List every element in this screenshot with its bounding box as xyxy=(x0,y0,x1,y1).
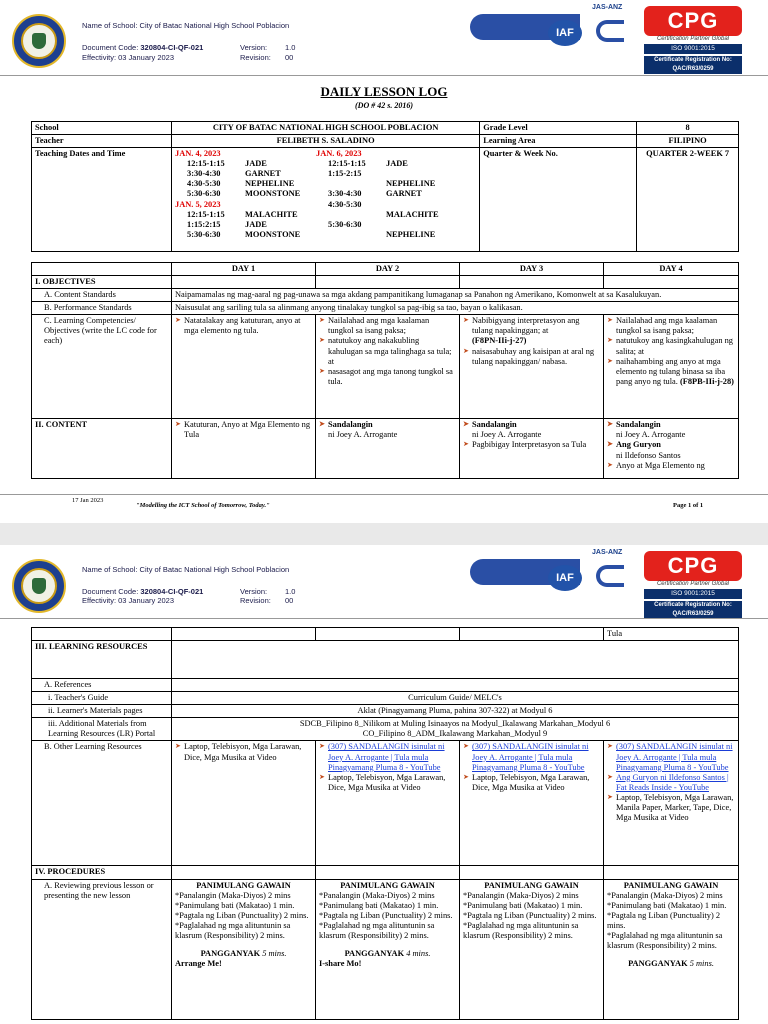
schedule-row xyxy=(175,159,300,169)
list-item: ➤ naihahambing ang anyo at mga elemento ng tulang binasa sa iba pang anyo ng tula. (F8PB-IIi-j-28) xyxy=(607,357,735,387)
other-resources-day4: ➤ (307) SANDALANGIN isinulat ni Joey A. Arrogante | Tula mula Pinagyamang Pluma 8 - YouTube ➤ Ang Guryon ni Ildefonso Santos | Fat Reads Inside - YouTube ➤ Laptop, Telebisyon, Mga Larawan, Manila Paper, Marker, Tape, Dice, Mga Musika at Video xyxy=(604,741,739,866)
schedule-row xyxy=(316,189,439,199)
cpg-subtitle: Certification Partner Global xyxy=(656,36,730,42)
footer-date: 17 Jan 2023 xyxy=(72,497,104,504)
competencies-label: C. Learning Competencies/ Objectives (write the LC code for each) xyxy=(32,315,172,419)
schedule-time: 5:30-6:30 xyxy=(328,219,362,229)
jas-anz-logo-icon xyxy=(596,565,624,587)
procedure-a-label: A. Reviewing previous lesson or presenting the new lesson xyxy=(32,879,172,1019)
content-day2: ➤ Sandalangin ni Joey A. Arrogante xyxy=(316,419,460,479)
objectives-heading: I. OBJECTIVES xyxy=(32,276,172,289)
procedure-day4: PANIMULANG GAWAIN *Panalangin (Maka-Diyos) 2 mins *Panimulang bati (Makatao) 1 min. *Pagtala ng Liban (Punctuality) 2 mins. *Paglalahad ng mga alituntunin sa klasrum (Responsibility) 2 mins. PANGGANYAK 5 mins. xyxy=(604,879,739,1019)
page-subtitle: (DO # 42 s. 2016) xyxy=(355,101,413,110)
schedule-row xyxy=(316,169,439,179)
schedule-section: NEPHELINE xyxy=(386,229,436,239)
schedule-time: 12:15-1:15 xyxy=(187,159,225,169)
footer-page: Page 1 of 1 xyxy=(673,502,704,509)
content-day4-continued: Tula xyxy=(604,628,739,641)
list-item: ➤ Nabibigyang interpretasyon ang tulang napakinggan; at xyxy=(463,316,600,336)
grade-value: 8 xyxy=(637,122,739,135)
competencies-day2 xyxy=(316,315,460,419)
schedule-time xyxy=(316,179,386,189)
references-label: A. References xyxy=(32,679,172,692)
page-gap xyxy=(0,523,768,545)
procedure-day1: PANIMULANG GAWAIN *Panalangin (Maka-Diyos) 2 mins *Panimulang bati (Makatao) 1 min. *Pagtala ng Liban (Punctuality) 2 mins. *Paglalahad ng mga alituntunin sa klasrum (Responsibility) 2 mins. PANGGANYAK 5 mins. Arrange Me! xyxy=(172,879,316,1019)
revision-label: Revision: xyxy=(240,53,271,62)
schedule-section: JADE xyxy=(386,159,408,169)
content-day4: ➤ Sandalangin ni Joey A. Arrogante ➤ Ang Guryon ni Ildefonso Santos ➤ Anyo at Mga Elemento ng xyxy=(604,419,739,479)
footer-motto: "Modelling the ICT School of Tomorrow, Today." xyxy=(136,502,270,509)
jas-anz-label: JAS-ANZ xyxy=(592,4,623,11)
schedule-section xyxy=(386,200,439,210)
youtube-link[interactable]: ➤ (307) SANDALANGIN isinulat ni Joey A. Arrogante | Tula mula Pinagyamang Pluma 8 - YouTube xyxy=(319,742,456,772)
schedule-row xyxy=(316,179,439,189)
school-seal-icon xyxy=(12,14,66,68)
info-table xyxy=(31,121,739,252)
schedule-row xyxy=(316,200,439,210)
procedures-heading: IV. PROCEDURES xyxy=(32,866,172,879)
learners-materials-label: ii. Learner's Materials pages xyxy=(32,705,172,718)
schedule-row xyxy=(175,169,300,179)
list-item: ➤ natutukoy ang nakakubling kahulugan sa mga talinghaga sa tula; at xyxy=(319,336,456,366)
footer-divider xyxy=(0,494,768,495)
schedule-section: JADE xyxy=(245,219,267,229)
competencies-day3 xyxy=(460,315,604,419)
school-label: School xyxy=(32,122,172,135)
other-resources-day1: ➤ Laptop, Telebisyon, Mga Larawan, Dice, Mga Musika at Video xyxy=(172,741,316,866)
blank-header xyxy=(32,263,172,276)
revision-value: 00 xyxy=(285,596,294,605)
schedule-jan6-table xyxy=(316,159,439,240)
date-jan4: JAN. 4, 2023 xyxy=(175,149,221,159)
jas-anz-label: JAS-ANZ xyxy=(592,549,623,556)
schedule-jan6 xyxy=(313,148,480,252)
performance-standards-value: Naisusulat ang sariling tula sa alinmang anyong tinalakay tungkol sa pag-ibig sa tao, bayan o kalikasan. xyxy=(172,302,739,315)
page-2 xyxy=(0,545,768,1024)
competencies-day4 xyxy=(604,315,739,419)
list-item: ➤ natutukoy ang kasingkahulugan ng salita; at xyxy=(607,336,735,356)
schedule-time: 5:30-6:30 xyxy=(187,229,221,239)
grade-label: Grade Level xyxy=(480,122,637,135)
school-value: CITY OF BATAC NATIONAL HIGH SCHOOL POBLACION xyxy=(172,122,480,135)
quarter-value: QUARTER 2-WEEK 7 xyxy=(637,148,739,252)
schedule-section: JADE xyxy=(245,159,267,169)
schedule-section: MALACHITE xyxy=(245,209,298,219)
schedule-time: 3:30-4:30 xyxy=(187,169,221,179)
resources-table xyxy=(31,627,739,1020)
version-value: 1.0 xyxy=(285,587,296,596)
teachers-guide-label: i. Teacher's Guide xyxy=(32,692,172,705)
schedule-section: NEPHELINE xyxy=(245,179,295,189)
header-divider xyxy=(0,618,768,619)
effectivity: Effectivity: 03 January 2023 xyxy=(82,53,174,62)
iaf-logo: IAF xyxy=(548,565,582,591)
teachers-guide-value: Curriculum Guide/ MELC's xyxy=(172,692,739,705)
date-jan5: JAN. 5, 2023 xyxy=(175,199,221,209)
schedule-section: GARNET xyxy=(386,189,422,199)
list-item: ➤ Nailalahad ang mga kaalaman tungkol sa isang paksa; xyxy=(607,316,735,336)
schedule-jan4-5 xyxy=(172,148,314,252)
list-item: ➤ nasasagot ang mga tanong tungkol sa tula. xyxy=(319,367,456,387)
schedule-time: 4:30-5:30 xyxy=(328,199,362,209)
quarter-label: Quarter & Week No. xyxy=(480,148,637,252)
content-day1: ➤ Katuturan, Anyo at Mga Elemento ng Tula xyxy=(172,419,316,479)
schedule-jan4-table xyxy=(175,159,300,199)
schedule-time xyxy=(316,210,386,220)
schedule-section xyxy=(386,220,439,230)
letterhead xyxy=(0,0,768,75)
other-resources-label: B. Other Learning Resources xyxy=(32,741,172,866)
school-seal-icon xyxy=(12,559,66,613)
schedule-time xyxy=(316,230,386,240)
additional-materials-value: SDCB_Filipino 8_Nilikom at Muling Isinaayos na Modyul_Ikalawang Markahan_Modyul 6 CO_Filipino 8_ADM_Ikalawang Markahan_Modyul 9 xyxy=(172,718,739,741)
schedule-row xyxy=(316,230,439,240)
schedule-section: MALACHITE xyxy=(386,209,439,219)
content-day3: ➤ Sandalangin ni Joey A. Arrogante ➤ Pagbibigay Interpretasyon sa Tula xyxy=(460,419,604,479)
lc-code: (F8PN-IIi-j-27) xyxy=(472,336,527,346)
list-item: ➤ Nailalahad ang mga kaalaman tungkol sa isang paksa; xyxy=(319,316,456,336)
letterhead xyxy=(0,545,768,620)
youtube-link[interactable]: ➤ (307) SANDALANGIN isinulat ni Joey A. Arrogante | Tula mula Pinagyamang Pluma 8 - YouTube xyxy=(607,742,735,772)
procedure-day2: PANIMULANG GAWAIN *Panalangin (Maka-Diyos) 2 mins *Panimulang bati (Makatao) 1 min. *Pagtala ng Liban (Punctuality) 2 mins. *Paglalahad ng mga alituntunin sa klasrum (Responsibility) 2 mins. PANGGANYAK 4 mins. I-share Mo! xyxy=(316,879,460,1019)
schedule-time: 4:30-5:30 xyxy=(187,179,221,189)
youtube-link[interactable]: ➤ (307) SANDALANGIN isinulat ni Joey A. Arrogante | Tula mula Pinagyamang Pluma 8 - YouTube xyxy=(463,742,600,772)
iso-badge: ISO 9001:2015 xyxy=(644,44,742,54)
version-value: 1.0 xyxy=(285,43,296,52)
schedule-time: 12:15-1:15 xyxy=(187,209,225,219)
cpg-logo: CPG xyxy=(644,551,742,581)
jas-anz-logo-icon xyxy=(596,20,624,42)
schedule-row xyxy=(175,210,300,220)
content-heading: II. CONTENT xyxy=(32,419,172,479)
document-code: Document Code: 320804-CI-QF-021 xyxy=(82,587,204,596)
objectives-table xyxy=(31,262,739,479)
schedule-section: MOONSTONE xyxy=(245,229,301,239)
schedule-time: 1:15-2:15 xyxy=(328,169,362,179)
cpg-subtitle: Certification Partner Global xyxy=(656,581,730,587)
revision-label: Revision: xyxy=(240,596,271,605)
day-header: DAY 1 xyxy=(172,263,316,276)
effectivity: Effectivity: 03 January 2023 xyxy=(82,596,174,605)
cpg-logo: CPG xyxy=(644,6,742,36)
youtube-link[interactable]: ➤ Ang Guryon ni Ildefonso Santos | Fat Reads Inside - YouTube xyxy=(607,773,735,793)
schedule-row xyxy=(316,220,439,230)
schedule-row xyxy=(175,230,300,240)
schedule-time: 1:15:2:15 xyxy=(187,219,221,229)
schedule-section xyxy=(386,169,439,179)
version-label: Version: xyxy=(240,587,268,596)
teacher-value: FELIBETH S. SALADINO xyxy=(172,135,480,148)
page-title: DAILY LESSON LOG xyxy=(320,84,448,99)
schedule-row xyxy=(175,179,300,189)
schedule-section: GARNET xyxy=(245,169,281,179)
day-header: DAY 3 xyxy=(460,263,604,276)
version-label: Version: xyxy=(240,43,268,52)
list-item: ➤ naisasabuhay ang kaisipan at aral ng tulang napakinggan/ nabasa. xyxy=(463,347,600,367)
resources-heading: III. LEARNING RESOURCES xyxy=(32,641,172,679)
schedule-time: 12:15-1:15 xyxy=(328,159,366,169)
teacher-label: Teacher xyxy=(32,135,172,148)
schedule-time: 3:30-4:30 xyxy=(328,189,362,199)
date-jan6: JAN. 6, 2023 xyxy=(316,149,362,159)
other-resources-day3: ➤ (307) SANDALANGIN isinulat ni Joey A. Arrogante | Tula mula Pinagyamang Pluma 8 - YouTube ➤ Laptop, Telebisyon, Mga Larawan, Dice, Mga Musika at Video xyxy=(460,741,604,866)
schedule-section: NEPHELINE xyxy=(386,179,436,189)
dates-label: Teaching Dates and Time xyxy=(32,148,172,252)
certificate-registration: Certificate Registration No: QAC/R63/0259 xyxy=(644,56,742,74)
learners-materials-value: Aklat (Pinagyamang Pluma, pahina 307-322) at Modyul 6 xyxy=(172,705,739,718)
schedule-row xyxy=(175,189,300,199)
revision-value: 00 xyxy=(285,53,294,62)
day-header: DAY 4 xyxy=(604,263,739,276)
header-divider xyxy=(0,75,768,76)
performance-standards-label: B. Performance Standards xyxy=(32,302,172,315)
day-header: DAY 2 xyxy=(316,263,460,276)
procedure-day3: PANIMULANG GAWAIN *Panalangin (Maka-Diyos) 2 mins *Panimulang bati (Makatao) 1 min. *Pagtala ng Liban (Punctuality) 2 mins. *Paglalahad ng mga alituntunin sa klasrum (Responsibility) 2 mins. xyxy=(460,879,604,1019)
school-name: Name of School: City of Batac National High School Poblacion xyxy=(82,21,290,30)
area-label: Learning Area xyxy=(480,135,637,148)
iso-badge: ISO 9001:2015 xyxy=(644,589,742,599)
iaf-logo: IAF xyxy=(548,20,582,46)
schedule-row xyxy=(316,210,439,220)
area-value: FILIPINO xyxy=(637,135,739,148)
school-name: Name of School: City of Batac National High School Poblacion xyxy=(82,565,290,574)
content-standards-label: A. Content Standards xyxy=(32,289,172,302)
schedule-row xyxy=(316,159,439,169)
content-standards-value: Naipamamalas ng mag-aaral ng pag-unawa sa mga akdang pampanitikang lumaganap sa Panahon ng Amerikano, Komonwelt at sa Kasalukuyan. xyxy=(172,289,739,302)
certificate-registration: Certificate Registration No: QAC/R63/0259 xyxy=(644,601,742,619)
other-resources-day2: ➤ (307) SANDALANGIN isinulat ni Joey A. Arrogante | Tula mula Pinagyamang Pluma 8 - YouTube ➤ Laptop, Telebisyon, Mga Larawan, Dice, Mga Musika at Video xyxy=(316,741,460,866)
additional-materials-label: iii. Additional Materials from Learning Resources (LR) Portal xyxy=(32,718,172,741)
list-item: ➤ Natatalakay ang katuturan, anyo at mga elemento ng tula. xyxy=(175,316,312,336)
competencies-day1 xyxy=(172,315,316,419)
schedule-jan5-table xyxy=(175,210,300,240)
schedule-row xyxy=(175,220,300,230)
schedule-time: 5:30-6:30 xyxy=(187,189,221,199)
schedule-section: MOONSTONE xyxy=(245,189,301,199)
document-code: Document Code: 320804-CI-QF-021 xyxy=(82,43,204,52)
